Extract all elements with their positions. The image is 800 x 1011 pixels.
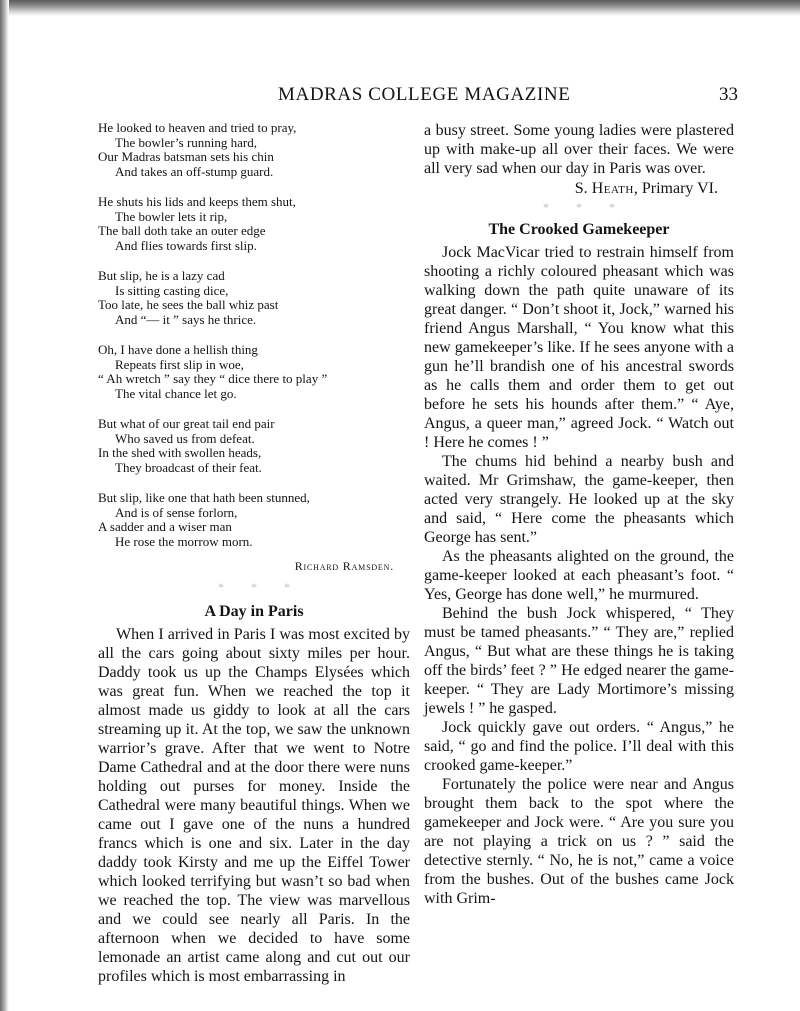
poem-line: But what of our great tail end pair — [98, 416, 275, 431]
poem-line: A sadder and a wiser man — [98, 519, 232, 534]
article-title: A Day in Paris — [204, 603, 304, 620]
poem-author: Richard Ramsden. — [294, 559, 394, 573]
cricket-poem — [98, 121, 410, 574]
poem-line: The vital chance let go. — [115, 385, 237, 401]
poem-stanza — [98, 195, 410, 253]
byline-surname: Heath — [591, 180, 634, 197]
poem-line: The ball doth take an outer edge — [98, 223, 266, 238]
article-title: The Crooked Gamekeeper — [488, 221, 670, 238]
poem-line: Repeats first slip in woe, — [115, 356, 244, 372]
right-column — [424, 121, 734, 908]
poem-line: Who saved us from defeat. — [115, 430, 255, 446]
article-paragraph: Behind the bush Jock whispered, “ They must be tamed pheasants.” “ They are,” replied Angus, “ But what are these things he is taking off the birds’ feet ? ” He edged nearer the game-keeper. “ They are Lady Mortimore’s missing jewels ! ” he gasped. — [424, 605, 734, 717]
page-number: 33 — [719, 84, 738, 105]
poem-stanza — [98, 491, 410, 549]
poem-line: He rose the morrow morn. — [115, 533, 253, 549]
poem-line: The bowler’s running hard, — [115, 134, 258, 150]
poem-line: He shuts his lids and keeps them shut, — [98, 194, 296, 209]
poem-line: The bowler lets it rip, — [115, 208, 228, 224]
poem-line: He looked to heaven and tried to pray, — [98, 120, 297, 135]
article-paragraph: When I arrived in Paris I was most excited by all the cars going about sixty miles per hour. Daddy took us up the Champs Elysées which was great fun. When we reached the top it almost made us giddy to look at all the cars streaming up it. At the top, we saw the unknown warrior’s grave. After that we went to Notre Dame Cathedral and at the door there were nuns holding out purses for money. Inside the Cathedral were many beautiful things. When we came out I gave one of the nuns a hundred francs which is one and six. Later in the day daddy took Kirsty and me up the Eiffel Tower which looked terrifying but wasn’t so bad when we reached the top. The view was marvellous and we could see nearly all Paris. In the afternoon when we decided to have some lemonade an artist came along and cut out our profiles which is most embarrassing in — [98, 626, 410, 985]
poem-line: And takes an off-stump guard. — [115, 163, 274, 179]
article-paragraph: Fortunately the police were near and Angus brought them back to the spot where the gamekeeper and Jock were. “ Are you sure you are not playing a trick on us ? ” said the detective sternly. “ No, he is not,” came a voice from the bushes. Out of the bushes came Jock with Grim- — [424, 776, 734, 907]
scan-spine-shadow — [0, 0, 9, 1011]
poem-line: And “— it ” says he thrice. — [115, 311, 257, 327]
article-paragraph: The chums hid behind a nearby bush and waited. Mr Grimshaw, the game-keeper, then acted very strangely. He looked up at the sky and said, “ Here come the pheasants which George has sent.” — [424, 453, 734, 546]
section-separator: * * * — [543, 200, 627, 214]
byline-initial: S. — [574, 180, 592, 197]
poem-line: “ Ah wretch ” say they “ dice there to play ” — [98, 371, 328, 386]
article-paragraph-continued: a busy street. Some young ladies were plastered up with make-up all over their faces. We were all very sad when our day in Paris was over. — [424, 122, 734, 177]
poem-line: But slip, like one that hath been stunned, — [98, 490, 310, 505]
poem-line: And flies towards first slip. — [115, 237, 257, 253]
article-byline — [424, 180, 718, 198]
left-column — [98, 121, 410, 986]
section-separator: * * * — [218, 580, 302, 594]
poem-line: And is of sense forlorn, — [115, 504, 238, 520]
article-paragraph: Jock MacVicar tried to restrain himself from shooting a richly coloured pheasant which was walking down the path quite unaware of its great danger. “ Don’t shoot it, Jock,” warned his friend Angus Marshall, “ You know what this new gamekeeper’s like. If he sees anyone with a gun he’ll brandish one of his ancestral swords as he calls them and order them to get out before he sets his hounds after them.” “ Aye, Angus, a queer man,” agreed Jock. “ Watch out ! Here he comes ! ” — [424, 244, 734, 451]
poem-line: Oh, I have done a hellish thing — [98, 342, 258, 357]
poem-stanza — [98, 343, 410, 401]
poem-line: They broadcast of their feat. — [115, 459, 262, 475]
poem-line: Too late, he sees the ball whiz past — [98, 297, 279, 312]
poem-stanza — [98, 417, 410, 475]
scan-top-shadow — [0, 0, 800, 16]
byline-class: , Primary VI. — [633, 180, 718, 197]
poem-stanza — [98, 121, 410, 179]
page-header — [116, 84, 738, 110]
poem-line: In the shed with swollen heads, — [98, 445, 262, 460]
article-paragraph: As the pheasants alighted on the ground, the game-keeper looked at each pheasant’s foot. “ Yes, George has done well,” he murmured. — [424, 548, 734, 603]
poem-line: But slip, he is a lazy cad — [98, 268, 225, 283]
poem-line: Our Madras batsman sets his chin — [98, 149, 274, 164]
article-paragraph: Jock quickly gave out orders. “ Angus,” he said, “ go and find the police. I’ll deal with this crooked game-keeper.” — [424, 719, 734, 774]
poem-stanza — [98, 269, 410, 327]
running-title: MADRAS COLLEGE MAGAZINE — [278, 84, 571, 105]
poem-line: Is sitting casting dice, — [115, 282, 229, 298]
